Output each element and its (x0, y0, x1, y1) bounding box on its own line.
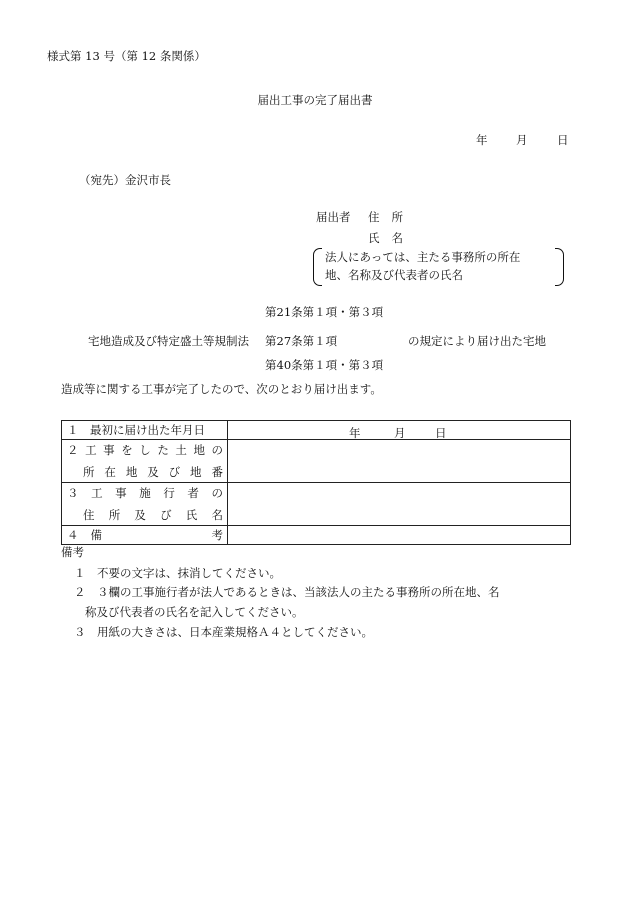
char: の (211, 443, 223, 457)
right-bracket (555, 248, 564, 286)
row3-number: ３ (67, 486, 79, 500)
addressee: （宛先）金沢市長 (79, 173, 171, 187)
row4-char1: 備 (90, 528, 102, 542)
char: 工 (91, 486, 103, 500)
char: 事 (103, 443, 115, 457)
char: 在 (104, 465, 116, 479)
char: 及 (147, 465, 159, 479)
remark-item-2-continued: 称及び代表者の氏名を記入してください。 (85, 605, 304, 619)
first-report-date-field[interactable] (228, 421, 571, 440)
left-bracket (313, 248, 322, 286)
table-row (62, 421, 571, 440)
remark-item-1: １ 不要の文字は、抹消してください。 (74, 566, 281, 580)
report-table (61, 420, 571, 545)
char: 地 (190, 465, 202, 479)
remarks-field[interactable] (228, 526, 571, 545)
article-option-1: 第21条第１項・第３項 (265, 305, 384, 319)
address-label: 住所 (368, 210, 415, 224)
name-label: 氏名 (368, 231, 415, 245)
corporate-note (313, 248, 564, 286)
char: 行 (163, 486, 175, 500)
char: び (160, 508, 172, 522)
first-report-date-label: １ 最初に届け出た年月日 (62, 421, 228, 440)
contractor-field[interactable] (228, 483, 571, 526)
statement-continuation: の規定により届け出た宅地 (408, 334, 546, 348)
char: 土 (175, 443, 187, 457)
row4-number: ４ (67, 528, 79, 542)
char: 住 (83, 508, 95, 522)
char: 工 (85, 443, 97, 457)
char: 所 (83, 465, 95, 479)
table-row (62, 526, 571, 545)
char: 地 (125, 465, 138, 479)
row1-year: 年 (349, 426, 361, 440)
law-name: 宅地造成及び特定盛土等規制法 (88, 334, 249, 348)
char: 番 (211, 465, 223, 479)
contractor-label (62, 483, 228, 526)
form-number: 様式第 13 号（第 12 条関係） (47, 49, 206, 63)
char: 地 (193, 443, 205, 457)
char: 事 (115, 486, 127, 500)
corporate-note-line2: 地、名称及び代表者の氏名 (325, 268, 463, 282)
char: 及 (134, 508, 146, 522)
article-option-3: 第40条第１項・第３項 (265, 358, 384, 372)
char: 所 (108, 508, 121, 522)
table-row (62, 483, 571, 526)
char: 施 (139, 486, 151, 500)
statement-line2: 造成等に関する工事が完了したので、次のとおり届け出ます。 (61, 382, 382, 396)
char: 名 (211, 508, 223, 522)
remark-item-2: ２ ３欄の工事施行者が法人であるときは、当該法人の主たる事務所の所在地、名 (74, 585, 500, 599)
char: を (121, 443, 133, 457)
date-year-label: 年 (476, 133, 488, 147)
document-title: 届出工事の完了届出書 (257, 93, 373, 107)
char: 者 (187, 486, 199, 500)
land-location-label (62, 440, 228, 483)
date-month-label: 月 (516, 133, 528, 147)
row4-char2: 考 (211, 528, 223, 542)
article-option-2: 第27条第１項 (265, 334, 338, 348)
corporate-note-line1: 法人にあっては、主たる事務所の所在 (325, 250, 521, 264)
char: し (139, 443, 151, 457)
row2-number: ２ (67, 443, 79, 457)
char: の (211, 486, 223, 500)
remarks-label (62, 526, 228, 545)
char: た (157, 443, 169, 457)
table-row (62, 440, 571, 483)
row1-day: 日 (435, 426, 447, 440)
applicant-label: 届出者 (316, 210, 351, 224)
char: 氏 (185, 508, 198, 522)
row1-month: 月 (394, 426, 406, 440)
date-day-label: 日 (557, 133, 569, 147)
remarks-heading: 備考 (61, 545, 84, 559)
remark-item-3: ３ 用紙の大きさは、日本産業規格Ａ４としてください。 (74, 625, 373, 639)
char: び (168, 465, 181, 479)
land-location-field[interactable] (228, 440, 571, 483)
